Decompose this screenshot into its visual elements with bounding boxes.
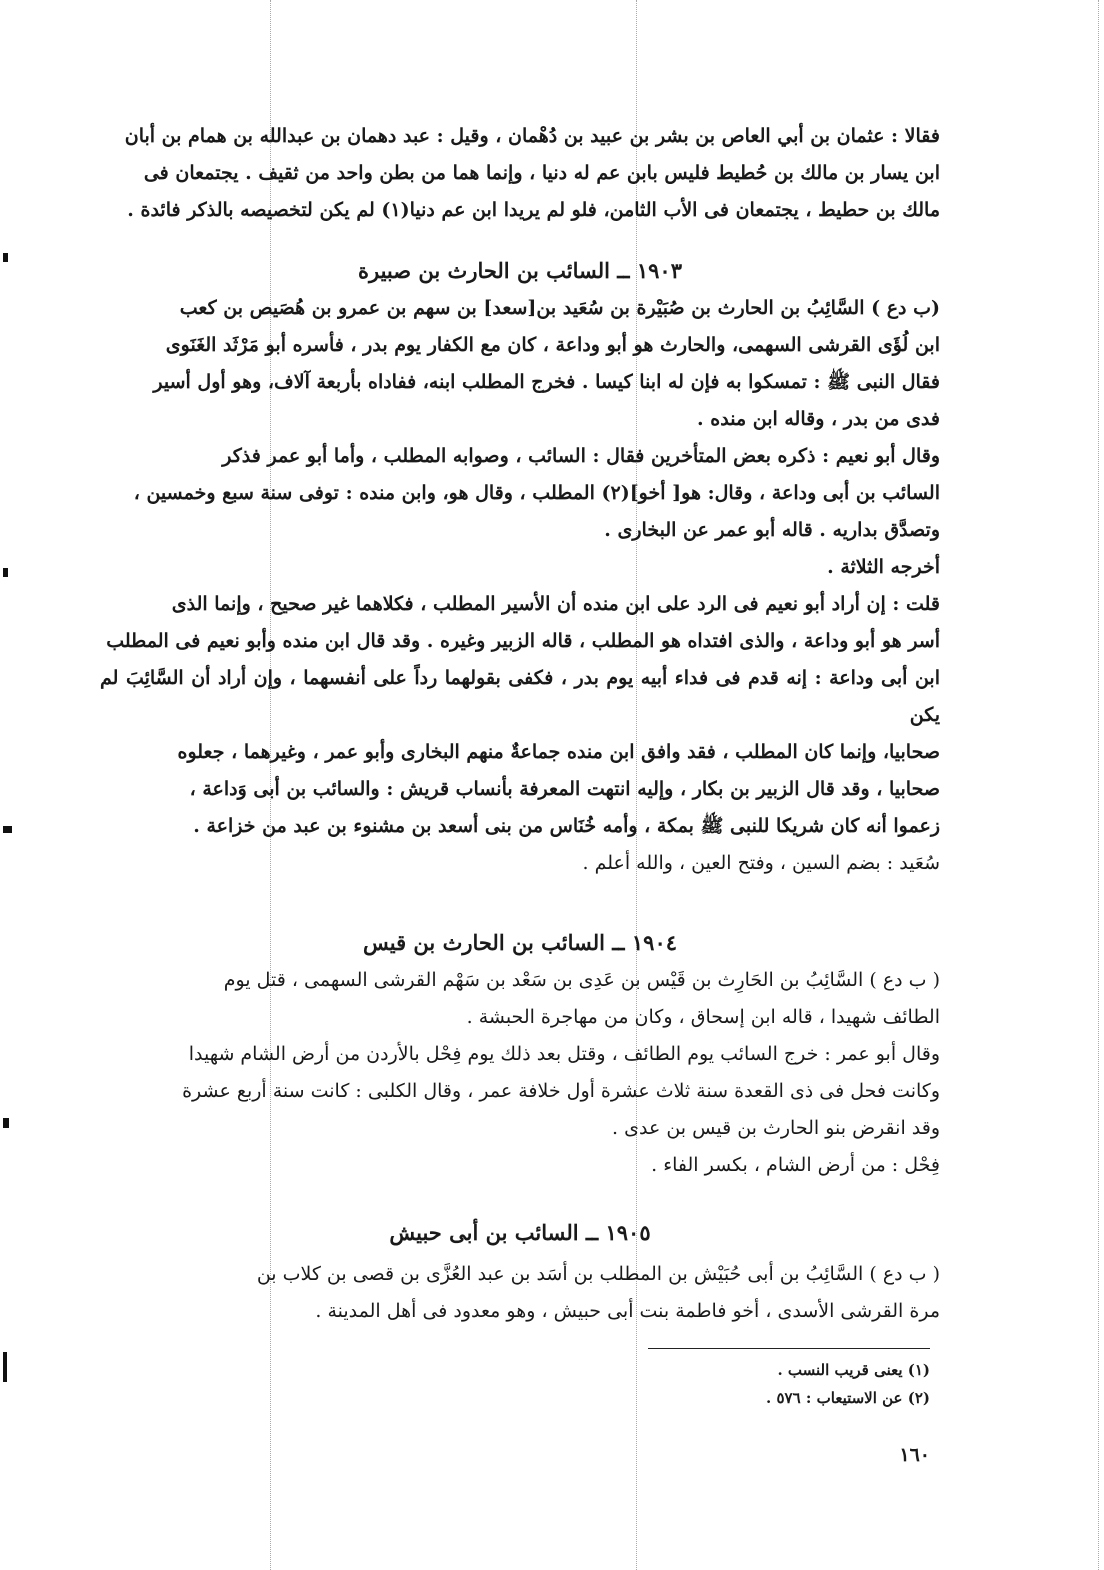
text-line: صحابيا، وإنما كان المطلب ، فقد وافق ابن منده جماعةٌ منهم البخارى وأبو عمر ، وغيرهما ، جعلوه [177,741,940,763]
footnote: (٢) عن الاستيعاب : ٥٧٦ . [766,1389,930,1407]
text-line: صحابيا ، وقد قال الزبير بن بكار ، وإليه انتهت المعرفة بأنساب قريش : والسائب بن أبى وَداعة ، [189,778,940,800]
footnotes [600,1356,930,1412]
paragraph [100,962,940,1036]
text-line: وقال أبو نعيم : ذكره بعض المتأخرين فقال : السائب ، وصوابه المطلب ، وأما أبو عمر فذكر [222,445,940,467]
paragraph [100,1036,940,1147]
text-line: قلت : إن أراد أبو نعيم فى الرد على ابن منده أن الأسير المطلب ، فكلاهما غير صحيح ، وإنما الذى [171,593,940,615]
text-line: ( ب دع ) السَّائِبُ بن الحَارِث بن قَيْس بن عَدِى بن سَعْد بن سَهْم القرشى السهمى ، قتل يوم [223,969,940,991]
scan-mark [3,1352,7,1382]
scan-mark [3,1118,9,1128]
paragraph [100,438,940,549]
text-line: زعموا أنه كان شريكا للنبى ﷺ بمكة ، وأمه خُنَاس من بنى أسعد بن مشنوء بن عبد من خزاعة . [193,815,940,837]
text-line: السائب بن أبى وداعة ، وقال: هو[ أخو](٢) المطلب ، وقال هو، وابن منده : توفى سنة سبع وخمسين ، [133,482,940,504]
text-line: فدى من بدر ، وقاله ابن منده . [697,408,940,430]
text-line: وتصدَّق بداريه . قاله أبو عمر عن البخارى . [604,519,940,541]
page-number: ١٦٠ [899,1444,930,1466]
paragraph [100,845,940,882]
footnote: (١) يعنى قريب النسب . [777,1361,930,1379]
text-line: ابن لُؤَى القرشى السهمى، والحارث هو أبو وداعة ، كان مع الكفار يوم بدر ، فأسره أبو مَرْثَد الغَنَوى [165,334,940,356]
intro-paragraph [100,118,940,229]
paragraph [100,549,940,586]
scan-mark [3,826,12,833]
scan-mark [3,253,8,262]
text-line: الطائف شهيدا ، قاله ابن إسحاق ، وكان من مهاجرة الحبشة . [466,1006,940,1028]
text-line: وقال أبو عمر : خرج السائب يوم الطائف ، وقتل بعد ذلك يوم فِحْل بالأردن من أرض الشام شهيدا [188,1043,940,1065]
text-line: مالك بن حطيط ، يجتمعان فى الأب الثامن، فلو لم يريدا ابن عم دنيا(١) لم يكن لتخصيصه بالذكر فائدة . [127,199,940,221]
text-line: وكانت فحل فى ذى القعدة سنة ثلاث عشرة أول خلافة عمر ، وقال الكلبى : كانت سنة أربع عشرة [182,1080,940,1102]
text-line: ابن يسار بن مالك بن حُطيط فليس بابن عم له دنيا ، وإنما هما من بطن واحد من ثقيف . يجتمعان فى [143,162,940,184]
entry-heading-1905: ١٩٠٥ ــ السائب بن أبى حبيش [389,1220,651,1245]
text-line: فِحْل : من أرض الشام ، بكسر الفاء . [651,1154,940,1176]
text-line: فقال النبى ﷺ : تمسكوا به فإن له ابنا كيسا . فخرج المطلب ابنه، ففاداه بأربعة آلاف، وهو أول أسير [153,371,940,393]
text-line: ( ب دع ) السَّائِبُ بن أبى حُبَيْش بن المطلب بن أسَد بن عبد العُزَّى بن قصى بن كلاب بن [256,1263,940,1285]
paragraph [100,1147,940,1184]
paragraph [100,586,940,845]
text-line: أسر هو أبو وداعة ، والذى افتداه هو المطلب ، قاله الزبير وغيره . وقد قال ابن منده وأبو نعيم فى المطلب [106,630,940,652]
text-line: سُعَيد : بضم السين ، وفتح العين ، والله أعلم . [582,852,940,874]
entry-1903-body [100,290,940,882]
entry-heading-1903: ١٩٠٣ ــ السائب بن الحارث بن صبيرة [358,258,682,283]
footnote-divider [648,1348,930,1349]
entry-heading-1904: ١٩٠٤ ــ السائب بن الحارث بن قيس [362,930,678,955]
paragraph [100,1256,940,1330]
text-line: أخرجه الثلاثة . [827,556,940,578]
entry-1905-body [100,1256,940,1330]
scan-dotted-line [1098,0,1100,1570]
text-line: مرة القرشى الأسدى ، أخو فاطمة بنت أبى حبيش ، وهو معدود فى أهل المدينة . [315,1300,940,1322]
scan-mark [3,568,8,577]
entry-1904-body [100,962,940,1184]
text-line: فقالا : عثمان بن أبي العاص بن بشر بن عبيد بن دُهْمان ، وقيل : عبد دهمان بن عبدالله بن همام بن أبان [124,125,940,147]
paragraph [100,290,940,438]
text-line: وقد انقرض بنو الحارث بن قيس بن عدى . [612,1117,940,1139]
text-line: (ب دع ) السَّائِبُ بن الحارث بن صُبَيْرة بن سُعَيد بن[سعد] بن سهم بن عمرو بن هُصَيص بن كعب [179,297,940,319]
text-line: ابن أبى وداعة : إنه قدم فى فداء أبيه يوم بدر ، فكفى بقولهما رداً على أنفسهما ، وإن أراد أن السَّائِبَ لم يكن [100,667,940,726]
